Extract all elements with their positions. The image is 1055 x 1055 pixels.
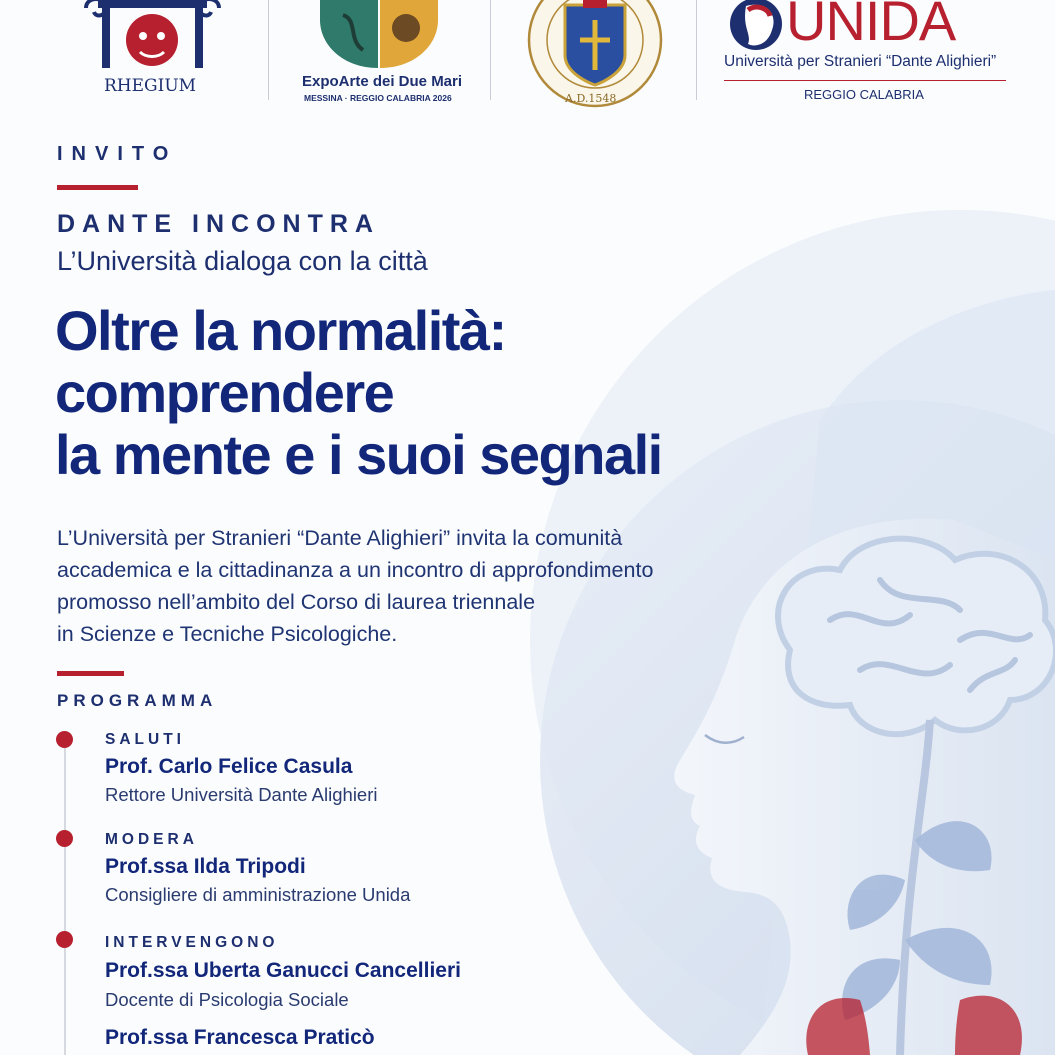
red-rule <box>57 671 124 676</box>
rhegium-lion-logo-icon <box>80 0 225 75</box>
title-line: la mente e i suoi segnali <box>55 423 662 486</box>
title-line: Oltre la normalità: <box>55 299 506 362</box>
logo-divider <box>696 0 697 100</box>
dante-profile-icon <box>726 0 790 54</box>
intro-line: L’Università per Stranieri “Dante Alighieri” invita la comunità <box>57 526 623 550</box>
logo-divider <box>490 0 491 100</box>
rhegium-label: RHEGIUM <box>104 76 197 96</box>
intro-line: accademica e la cittadinanza a un incontro di approfondimento <box>57 558 654 582</box>
seal-year: A.D.1548 <box>565 92 617 105</box>
logo-bar <box>0 0 1055 118</box>
expoarte-sub: MESSINA · REGGIO CALABRIA 2026 <box>304 93 452 103</box>
unida-wordmark: UNIDA <box>786 0 956 52</box>
section-role: MODERA <box>105 831 198 848</box>
speaker-affiliation: Docente di Psicologia Sociale <box>105 989 349 1010</box>
unida-name: Università per Stranieri “Dante Alighieri” <box>724 53 997 70</box>
unida-city: REGGIO CALABRIA <box>804 87 924 102</box>
speaker-affiliation: Consigliere di amministrazione Unida <box>105 884 411 905</box>
unida-rule <box>724 80 1006 81</box>
programma-label: PROGRAMMA <box>57 691 218 710</box>
intro-line: in Scienze e Tecniche Psicologiche. <box>57 622 398 646</box>
timeline-dot <box>56 830 73 847</box>
logo-divider <box>268 0 269 100</box>
invito-kicker: INVITO <box>57 143 178 165</box>
expoarte-label: ExpoArte dei Due Mari <box>302 73 463 90</box>
timeline-dot <box>56 731 73 748</box>
timeline-dot <box>56 931 73 948</box>
expoarte-logo-icon <box>318 0 440 68</box>
series-title: DANTE INCONTRA <box>57 210 380 238</box>
tagline: L’Università dialoga con la città <box>57 246 428 276</box>
title-line: comprendere <box>55 361 394 424</box>
speaker-name: Prof.ssa Francesca Praticò <box>105 1026 375 1049</box>
section-role: SALUTI <box>105 731 185 748</box>
intro-paragraph <box>57 522 757 650</box>
speaker-name: Prof. Carlo Felice Casula <box>105 755 353 778</box>
speaker-name: Prof.ssa Ilda Tripodi <box>105 855 306 878</box>
red-rule <box>57 185 138 190</box>
speaker-affiliation: Rettore Università Dante Alighieri <box>105 784 378 805</box>
intro-line: promosso nell’ambito del Corso di laurea triennale <box>57 590 536 614</box>
event-title <box>55 300 815 486</box>
speaker-name: Prof.ssa Uberta Ganucci Cancellieri <box>105 959 461 982</box>
program-timeline <box>64 740 66 1055</box>
section-role: INTERVENGONO <box>105 934 279 951</box>
